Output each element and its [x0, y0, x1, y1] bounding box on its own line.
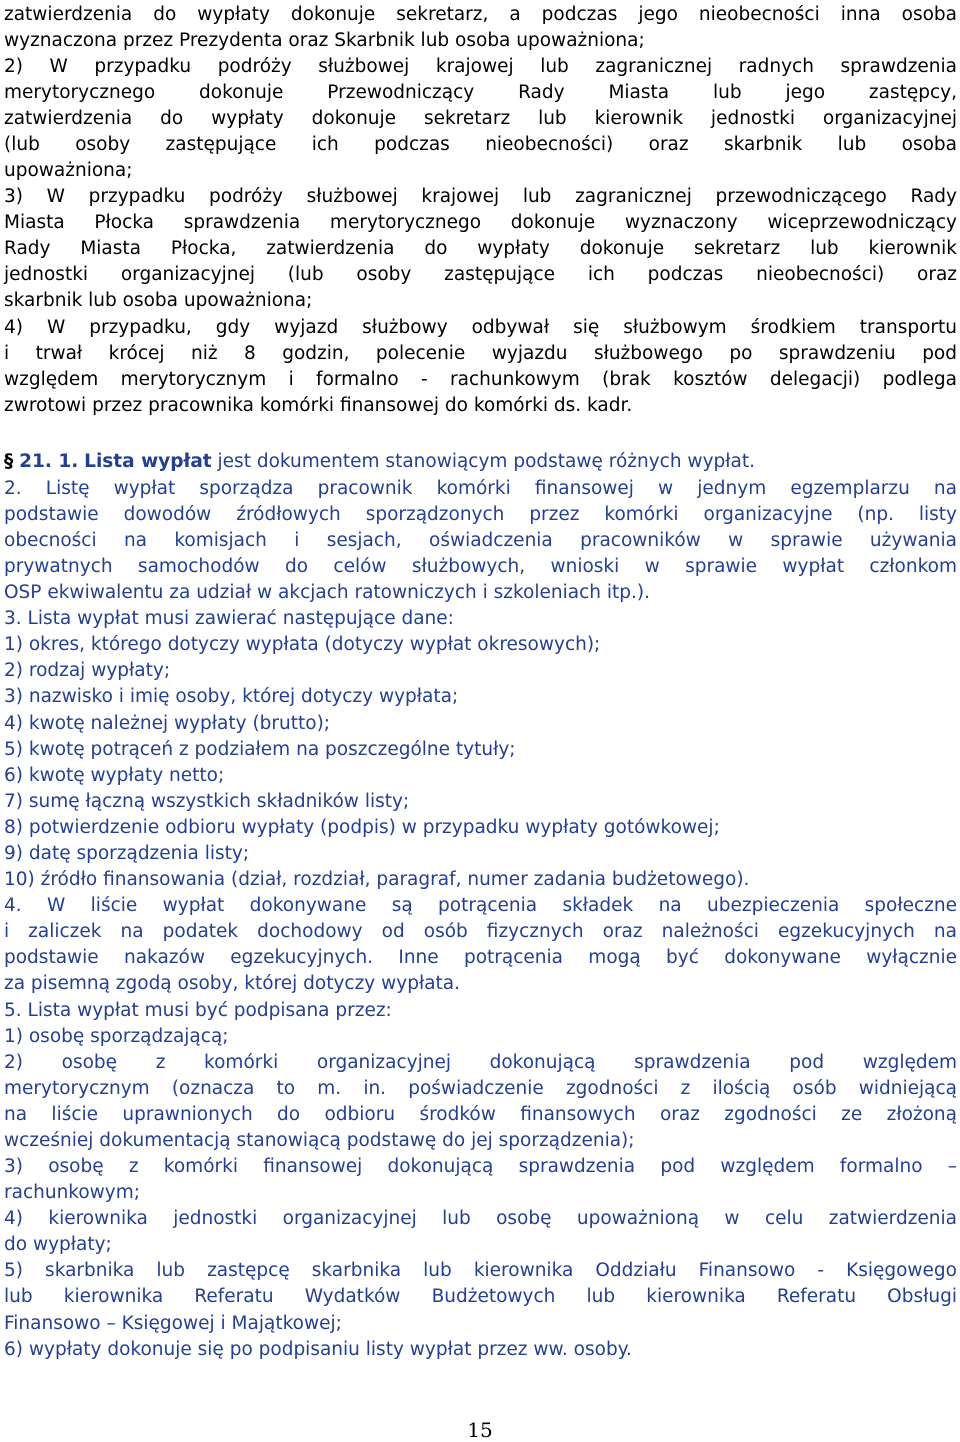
text-line: zatwierdzenia do wypłaty dokonuje sekretarz lub kierownik jednostki organizacyjnej: [4, 108, 957, 129]
list-item: 7) sumę łączną wszystkich składników listy;: [4, 791, 410, 812]
text-line: (lub osoby zastępujące ich podczas nieobecności) oraz skarbnik lub osoba: [4, 134, 957, 155]
list-item: 8) potwierdzenie odbioru wypłaty (podpis) w przypadku wypłaty gotówkowej;: [4, 817, 720, 838]
text-line: 2. Listę wypłat sporządza pracownik komórki finansowej w jednym egzemplarzu na: [4, 478, 957, 499]
text-line: podstawie nakazów egzekucyjnych. Inne potrącenia mogą być dokonywane wyłącznie: [4, 947, 957, 968]
text-line: i zaliczek na podatek dochodowy od osób fizycznych oraz należności egzekucyjnych na: [4, 921, 957, 942]
text-line: Finansowo – Księgowej i Majątkowej;: [4, 1313, 342, 1334]
page-number: 15: [467, 1418, 493, 1442]
list-item: 10) źródło finansowania (dział, rozdział, paragraf, numer zadania budżetowego).: [4, 869, 750, 890]
text-line: merytorycznym (oznacza to m. in. poświadczenie zgodności z ilością osób widniejącą: [4, 1078, 957, 1099]
list-item: 5) skarbnika lub zastępcę skarbnika lub kierownika Oddziału Finansowo - Księgowego: [4, 1260, 957, 1281]
list-item: 6) kwotę wypłaty netto;: [4, 765, 225, 786]
list-item: 9) datę sporządzenia listy;: [4, 843, 250, 864]
text-line: obecności na komisjach i sesjach, oświadczenia pracowników w sprawie używania: [4, 530, 957, 551]
text-line: wcześniej dokumentacją stanowiącą podstawę do jej sporządzenia);: [4, 1130, 635, 1151]
text-line: Miasta Płocka sprawdzenia merytorycznego dokonuje wyznaczony wiceprzewodniczący: [4, 212, 957, 233]
text-line: wyznaczona przez Prezydenta oraz Skarbnik lub osoba upoważniona;: [4, 30, 645, 51]
list-item: 1) osobę sporządzającą;: [4, 1026, 229, 1047]
list-item: 3) osobę z komórki finansowej dokonującą sprawdzenia pod względem formalno –: [4, 1156, 957, 1177]
text-line: względem merytorycznym i formalno - rachunkowym (brak kosztów delegacji) podlega: [4, 369, 957, 390]
text-line: OSP ekwiwalentu za udział w akcjach ratowniczych i szkoleniach itp.).: [4, 582, 650, 603]
list-item: 3) nazwisko i imię osoby, której dotyczy wypłata;: [4, 686, 459, 707]
text-line: jednostki organizacyjnej (lub osoby zastępujące ich podczas nieobecności) oraz: [4, 264, 957, 285]
text-line: upoważniona;: [4, 160, 133, 181]
text-line: lub kierownika Referatu Wydatków Budżetowych lub kierownika Referatu Obsługi: [4, 1286, 957, 1307]
text-line: 3. Lista wypłat musi zawierać następujące dane:: [4, 608, 454, 629]
text-line: zatwierdzenia do wypłaty dokonuje sekretarz, a podczas jego nieobecności inna osoba: [4, 4, 957, 25]
list-item: 1) okres, którego dotyczy wypłata (dotyczy wypłat okresowych);: [4, 634, 601, 655]
text-line: i trwał krócej niż 8 godzin, polecenie wyjazdu służbowego po sprawdzeniu pod: [4, 343, 957, 364]
list-item: 4) kierownika jednostki organizacyjnej lub osobę upoważnioną w celu zatwierdzenia: [4, 1208, 957, 1229]
section-number: 21. 1.: [19, 451, 79, 472]
list-item: 6) wypłaty dokonuje się po podpisaniu listy wypłat przez ww. osoby.: [4, 1339, 632, 1360]
text-line: 2) W przypadku podróży służbowej krajowej lub zagranicznej radnych sprawdzenia: [4, 56, 957, 77]
text-line: 4) W przypadku, gdy wyjazd służbowy odbywał się służbowym środkiem transportu: [4, 317, 957, 338]
text-line: prywatnych samochodów do celów służbowych, wnioski w sprawie wypłat członkom: [4, 556, 957, 577]
list-item: 5) kwotę potrąceń z podziałem na poszczególne tytuły;: [4, 739, 516, 760]
text-line: podstawie dowodów źródłowych sporządzonych przez komórki organizacyjne (np. listy: [4, 504, 957, 525]
section-marker: §: [4, 451, 14, 472]
section-21-heading: [4, 449, 957, 475]
text-line: 3) W przypadku podróży służbowej krajowej lub zagranicznej przewodniczącego Rady: [4, 186, 957, 207]
text-line: 4. W liście wypłat dokonywane są potrącenia składek na ubezpieczenia społeczne: [4, 895, 957, 916]
list-item: 4) kwotę należnej wypłaty (brutto);: [4, 713, 331, 734]
text-line: Rady Miasta Płocka, zatwierdzenia do wypłaty dokonuje sekretarz lub kierownik: [4, 238, 957, 259]
section-term: Lista wypłat: [84, 451, 212, 472]
text-line: zwrotowi przez pracownika komórki finansowej do komórki ds. kadr.: [4, 395, 633, 416]
text-line: skarbnik lub osoba upoważniona;: [4, 290, 313, 311]
text-line: za pisemną zgodą osoby, której dotyczy wypłata.: [4, 973, 461, 994]
section-text: jest dokumentem stanowiącym podstawę różnych wypłat.: [211, 451, 755, 472]
list-item: 2) osobę z komórki organizacyjnej dokonującą sprawdzenia pod względem: [4, 1052, 957, 1073]
text-line: do wypłaty;: [4, 1234, 112, 1255]
text-line: 5. Lista wypłat musi być podpisana przez:: [4, 1000, 392, 1021]
text-line: na liście uprawnionych do odbioru środków finansowych oraz zgodności ze złożoną: [4, 1104, 957, 1125]
text-line: rachunkowym;: [4, 1182, 140, 1203]
text-line: merytorycznego dokonuje Przewodniczący Rady Miasta lub jego zastępcy,: [4, 82, 957, 103]
list-item: 2) rodzaj wypłaty;: [4, 660, 171, 681]
